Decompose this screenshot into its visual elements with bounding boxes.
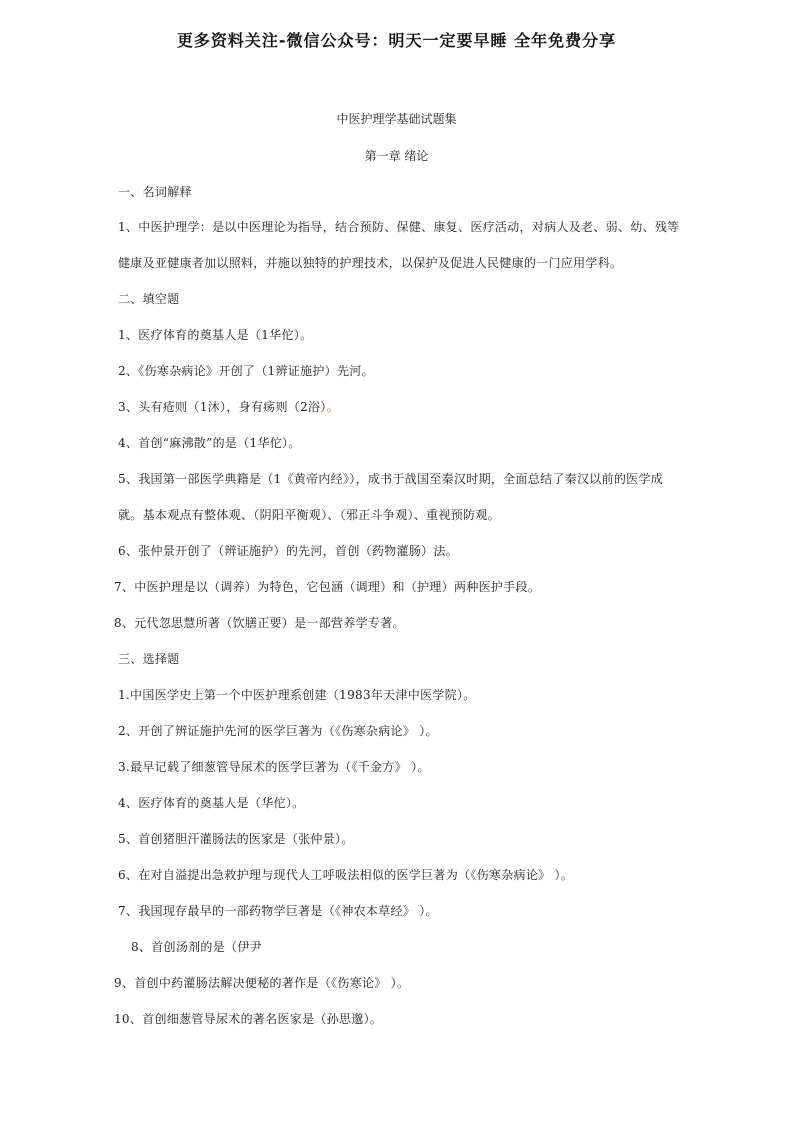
fill-question-7: 7、中医护理是以（调养）为特色，它包涵（调理）和（护理）两种医护手段。 xyxy=(114,580,541,594)
fill-question-2: 2、《伤寒杂病论》开创了（1辨证施护）先河。 xyxy=(118,364,374,378)
section-heading-fill-in: 二、填空题 xyxy=(118,292,180,306)
chapter-title: 第一章 绪论 xyxy=(364,149,429,163)
fill-question-3 xyxy=(118,398,339,415)
page-banner: 更多资料关注-微信公众号：明天一定要早睡 全年免费分享 xyxy=(176,31,617,50)
section-heading-definitions: 一、名词解释 xyxy=(118,185,192,199)
choice-question-10: 10、首创细葱管导尿术的著名医家是（孙思邈）。 xyxy=(114,1012,383,1026)
fill-question-3-text: 3、头有疮则（1沐），身有疡则（2浴） xyxy=(118,400,327,414)
choice-question-5: 5、首创猪胆汗灌肠法的医家是（张仲景）。 xyxy=(118,832,354,846)
choice-question-3: 3.最早记载了细葱管导尿术的医学巨著为（《千金方》 ）。 xyxy=(118,760,430,774)
section-heading-choice: 三、选择题 xyxy=(118,652,180,666)
choice-question-2: 2、开创了辨证施护先河的医学巨著为（《伤寒杂病论》 ）。 xyxy=(118,724,438,738)
fill-question-6: 6、张仲景开创了（辨证施护）的先河，首创（药物灌肠）法。 xyxy=(118,544,459,558)
fill-question-1: 1、医疗体育的奠基人是（1华佗）。 xyxy=(118,328,313,342)
choice-question-7: 7、我国现存最早的一部药物学巨著是（《神农本草经》 ）。 xyxy=(118,904,438,918)
choice-question-4: 4、医疗体育的奠基人是（华佗）。 xyxy=(118,796,305,810)
fill-question-3-mark: 。 xyxy=(326,400,339,414)
definition-line-2: 健康及亚健康者加以照料，并施以独特的护理技术，以保护及促进人民健康的一门应用学科。 xyxy=(118,256,623,270)
choice-question-6: 6、在对自溢提出急救护理与现代人工呼吸法相似的医学巨著为（《伤寒杂病论》 ）。 xyxy=(118,868,574,882)
document-title: 中医护理学基础试题集 xyxy=(336,112,457,126)
choice-question-9: 9、首创中药灌肠法解决便秘的著作是（《伤寒论》 ）。 xyxy=(114,976,410,990)
fill-question-5-line-2: 就。基本观点有整体观、（阴阳平衡观）、（邪正斗争观）、重视预防观。 xyxy=(118,508,500,522)
fill-question-5-line-1: 5、我国第一部医学典籍是（1《黄帝内经》），成书于战国至秦汉时期，全面总结了秦汉以前的医学成 xyxy=(118,472,664,486)
choice-question-1: 1.中国医学史上第一个中医护理系创建（1983年天津中医学院）。 xyxy=(118,688,476,702)
definition-line-1: 1、中医护理学：是以中医理论为指导，结合预防、保健、康复、医疗活动，对病人及老、弱、幼、残等 xyxy=(118,220,680,234)
fill-question-8: 8、元代忽思慧所著（饮膳正要）是一部营养学专著。 xyxy=(114,616,405,630)
choice-question-8: 8、首创汤剂的是（伊尹 xyxy=(131,940,262,954)
fill-question-4: 4、首创“麻沸散”的是（1华佗）。 xyxy=(118,436,301,450)
